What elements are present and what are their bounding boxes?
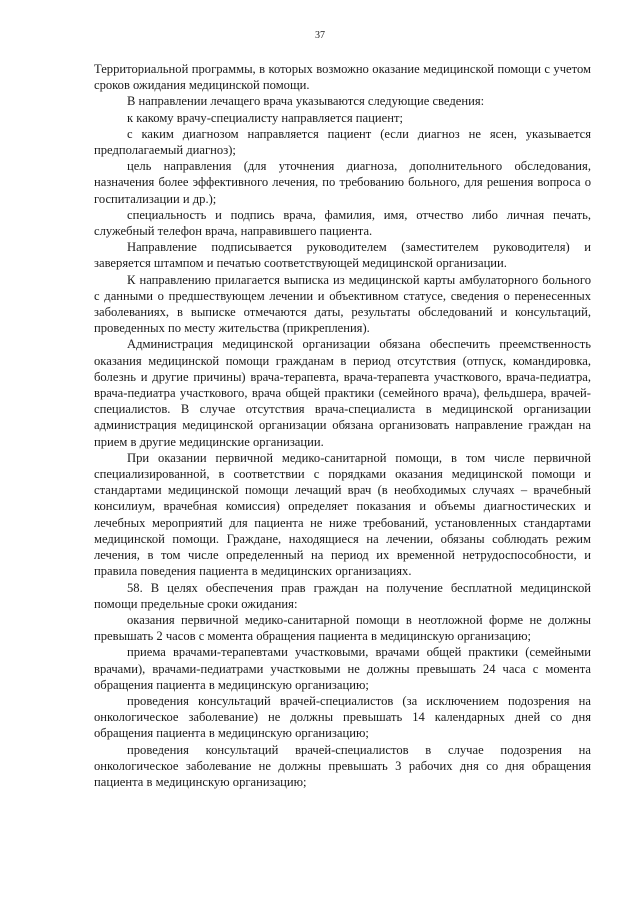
paragraph: приема врачами-терапевтами участковыми, врачами общей практики (семейными врачами), врачами-педиатрами участковыми не должны превышать 24 часа с момента обращения пациента в медицинскую организацию; (94, 645, 591, 692)
paragraph: 58. В целях обеспечения прав граждан на получение бесплатной медицинской помощи предельные сроки ожидания: (94, 580, 591, 611)
paragraph: проведения консультаций врачей-специалистов (за исключением подозрения на онкологическое заболевание) не должны превышать 14 календарных дней со дня обращения пациента в медицинскую организацию; (94, 693, 591, 741)
paragraph: специальность и подпись врача, фамилия, имя, отчество либо личная печать, служебный телефон врача, направившего пациента. (94, 207, 591, 239)
paragraph: проведения консультаций врачей-специалистов в случае подозрения на онкологическое заболевание не должны превышать 3 рабочих дня со дня обращения пациента в медицинскую организацию; (94, 742, 591, 789)
paragraph: Администрация медицинской организации обязана обеспечить преемственность оказания медицинской помощи гражданам в период отсутствия (отпуск, командировка, болезнь и другие причины) врача-терапевта, врача-терапевта участкового, врача-педиатра, врача-педиатра участкового, врача общей практики (семейного врача), фельдшера, врачей-специалистов. В случае отсутствия врача-специалиста в медицинской организации администрация медицинской организации обязана организовать направление граждан на прием в другие медицинские организации. (94, 337, 591, 449)
paragraph: К направлению прилагается выписка из медицинской карты амбулаторного больного с данными о предшествующем лечении и объективном статусе, сведения о перенесенных заболеваниях, в выписке отмечаются даты, результаты обследований и консультаций, проведенных по месту жительства (прикрепления). (94, 272, 591, 336)
paragraph: оказания первичной медико-санитарной помощи в неотложной форме не должны превышать 2 часов с момента обращения пациента в медицинскую организацию; (94, 612, 591, 644)
paragraph: В направлении лечащего врача указываются следующие сведения: (127, 94, 485, 109)
paragraph: Направление подписывается руководителем (заместителем руководителя) и заверяется штампом и печатью соответствующей медицинской организации. (94, 240, 591, 271)
document-body (94, 61, 591, 790)
paragraph: с каким диагнозом направляется пациент (если диагноз не ясен, указывается предполагаемый диагноз); (94, 126, 591, 158)
paragraph: При оказании первичной медико-санитарной помощи, в том числе первичной специализированной, в соответствии с порядками оказания медицинской помощи и стандартами медицинской помощи лечащий врач (в необходимых случаях – врачебный консилиум, врачебная комиссия) определяет показания и объемы диагностических и лечебных мероприятий для пациента не ниже требований, установленных стандартами медицинской помощи. Граждане, находящиеся на лечении, обязаны соблюдать режим лечения, в том числе определенный на период их временной нетрудоспособности, и правила поведения пациента в медицинских организациях. (94, 450, 591, 579)
paragraph: к какому врачу-специалисту направляется пациент; (127, 110, 403, 125)
paragraph: Территориальной программы, в которых возможно оказание медицинской помощи с учетом сроков ожидания медицинской помощи. (94, 62, 591, 93)
page-number: 37 (315, 30, 325, 41)
paragraph: цель направления (для уточнения диагноза, дополнительного обследования, назначения более эффективного лечения, по требованию больного, для решения вопроса о госпитализации и др.); (94, 159, 591, 206)
